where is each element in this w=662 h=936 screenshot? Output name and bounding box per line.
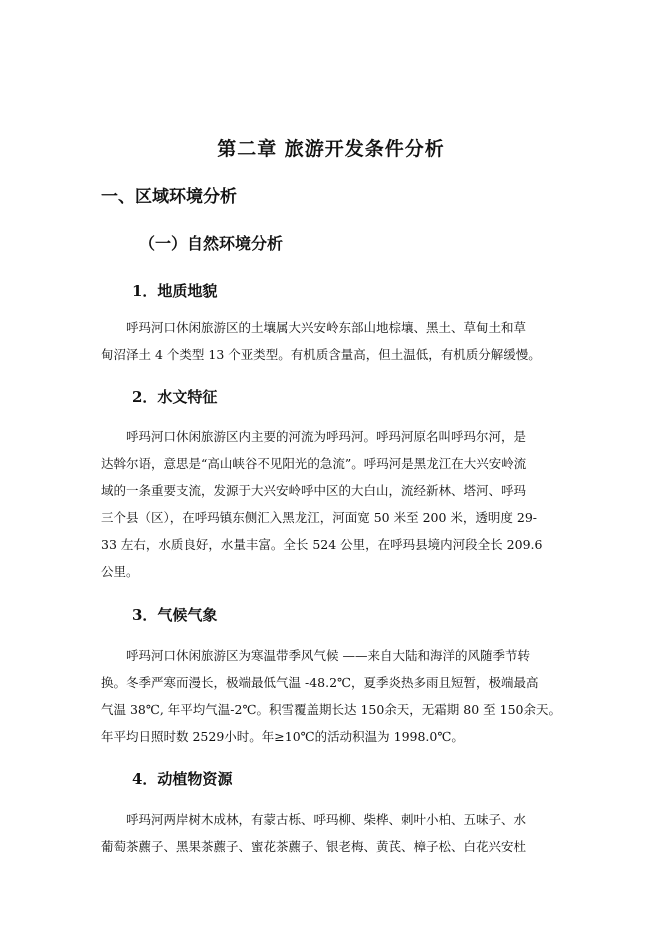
heading-flora-fauna: 4．动植物资源 (132, 770, 233, 788)
paragraph-line: 葡萄茶藨子、黑果茶藨子、蜜花茶藨子、银老梅、黄芪、樟子松、白花兴安杜 (101, 839, 527, 854)
paragraph-flora-fauna (101, 806, 571, 860)
paragraph-line: 公里。 (101, 564, 139, 579)
paragraph-line: 三个县（区），在呼玛镇东侧汇入黑龙江，河面宽 50 米至 200 米，透明度 29- (101, 510, 538, 525)
paragraph-line: 甸沼泽土 4 个类型 13 个亚类型。有机质含量高，但土温低，有机质分解缓慢。 (101, 347, 541, 362)
section-title: 一、区域环境分析 (101, 187, 237, 207)
paragraph-line: 呼玛河口休闲旅游区为寒温带季风气候 ——来自大陆和海洋的风随季节转 (126, 648, 530, 663)
paragraph-line: 域的一条重要支流，发源于大兴安岭呼中区的大白山，流经新林、塔河、呼玛 (101, 483, 527, 498)
paragraph-line: 呼玛河口休闲旅游区的土壤属大兴安岭东部山地棕壤、黑土、草甸土和草 (126, 320, 527, 335)
heading-geology: 1．地质地貌 (132, 282, 218, 300)
paragraph-line: 达斡尔语，意思是“高山峡谷不见阳光的急流”。呼玛河是黑龙江在大兴安岭流 (101, 456, 527, 471)
paragraph-line: 33 左右，水质良好，水量丰富。全长 524 公里，在呼玛县境内河段全长 209.6 (101, 537, 543, 552)
paragraph-geology (101, 314, 571, 368)
paragraph-climate (101, 642, 571, 750)
paragraph-line: 气温 38℃, 年平均气温-2℃。积雪覆盖期长达 150余天，无霜期 80 至 150余天。 (101, 702, 561, 717)
paragraph-line: 呼玛河两岸树木成林，有蒙古栎、呼玛柳、柴桦、刺叶小柏、五味子、水 (126, 812, 527, 827)
paragraph-line: 换。冬季严寒而漫长，极端最低气温 -48.2℃，夏季炎热多雨且短暂，极端最高 (101, 675, 539, 690)
paragraph-line: 年平均日照时数 2529小时。年≥10℃的活动积温为 1998.0℃。 (101, 729, 464, 744)
paragraph-line: 呼玛河口休闲旅游区内主要的河流为呼玛河。呼玛河原名叫呼玛尔河，是 (126, 429, 527, 444)
paragraph-hydrology (101, 423, 571, 585)
heading-climate: 3．气候气象 (132, 606, 218, 624)
subsection-title: （一）自然环境分析 (139, 234, 284, 253)
chapter-title: 第二章 旅游开发条件分析 (217, 138, 445, 160)
heading-hydrology: 2．水文特征 (132, 388, 218, 406)
